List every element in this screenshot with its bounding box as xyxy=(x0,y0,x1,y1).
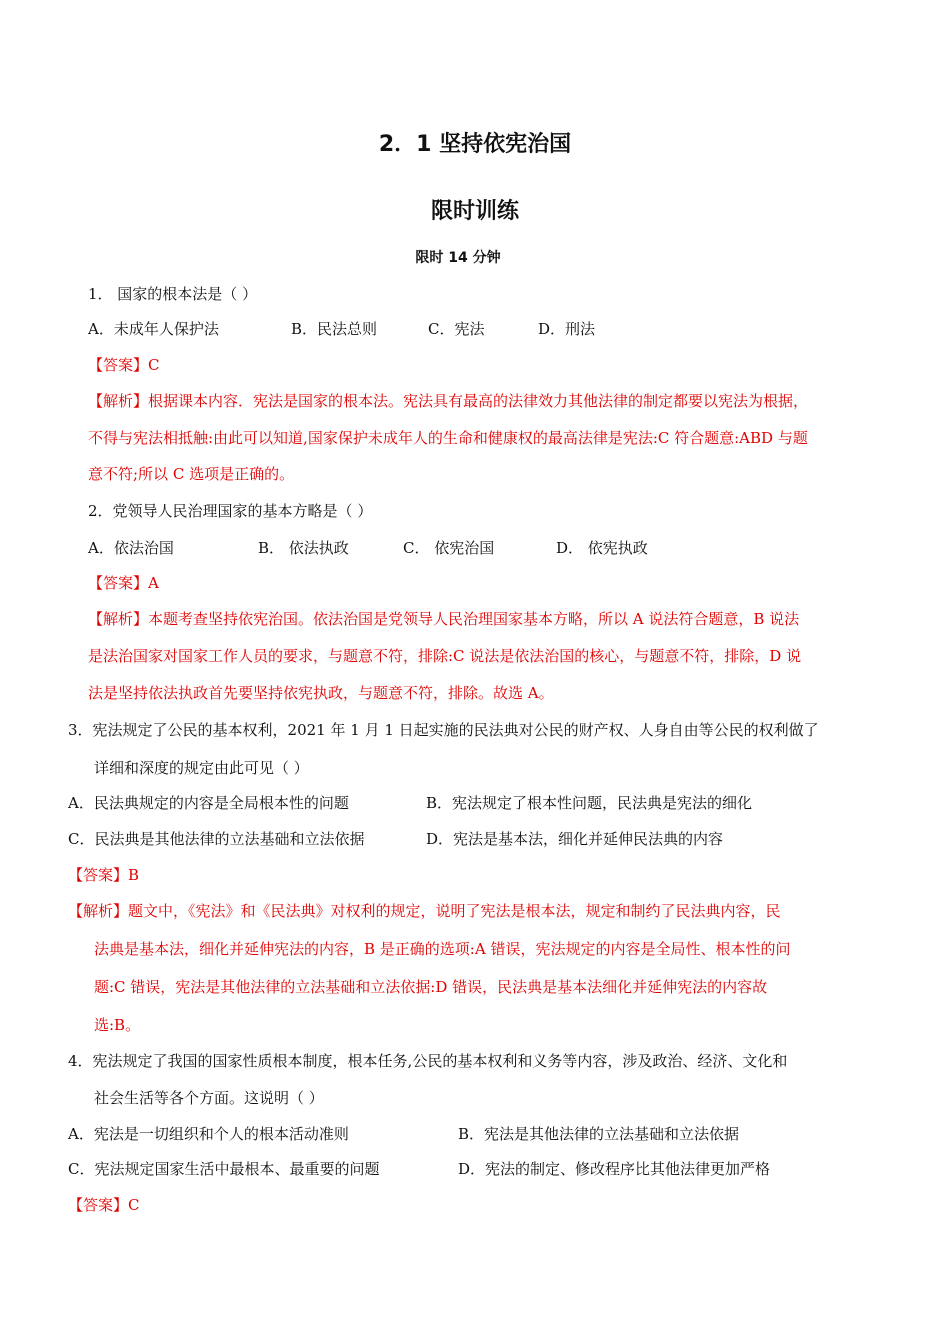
question-1-option-d: D．刑法 xyxy=(538,320,596,338)
question-2-answer xyxy=(88,572,159,593)
question-2-analysis-line: 【解析】本题考查坚持依宪治国。依法治国是党领导人民治理国家基本方略，所以 A 说法符合题意，B 说法 xyxy=(88,610,800,628)
question-3-analysis-line: 【解析】题文中，《宪法》和《民法典》对权利的规定，说明了宪法是根本法，规定和制约了民法典内容，民 xyxy=(68,902,781,920)
question-4-stem-line: 社会生活等各个方面。这说明（ ） xyxy=(94,1089,324,1107)
answer-value: A xyxy=(148,574,159,592)
question-2-option-b: B． 依法执政 xyxy=(258,539,349,557)
analysis-tag: 【解析】 xyxy=(88,610,149,628)
answer-value: C xyxy=(148,356,160,374)
question-3-option-c: C．民法典是其他法律的立法基础和立法依据 xyxy=(68,830,365,848)
question-3-option-b: B．宪法规定了根本性问题，民法典是宪法的细化 xyxy=(426,794,753,812)
question-3-answer xyxy=(68,864,139,885)
question-2-option-c: C． 依宪治国 xyxy=(403,539,495,557)
question-2-analysis-line: 是法治国家对国家工作人员的要求，与题意不符，排除:C 说法是依法治国的核心，与题意不符，排除，D 说 xyxy=(88,647,802,665)
answer-value: C xyxy=(128,1196,140,1214)
question-3-option-a: A．民法典规定的内容是全局根本性的问题 xyxy=(68,794,349,812)
question-2-option-a: A．依法治国 xyxy=(88,539,174,557)
question-4-option-c: C．宪法规定国家生活中最根本、最重要的问题 xyxy=(68,1160,380,1178)
page-subtitle: 限时训练 xyxy=(430,199,519,224)
question-4-option-a: A．宪法是一切组织和个人的根本活动准则 xyxy=(68,1125,349,1143)
question-1-analysis-line: 意不符;所以 C 选项是正确的。 xyxy=(88,465,295,483)
question-3-stem-line: 3．宪法规定了公民的基本权利，2021 年 1 月 1 日起实施的民法典对公民的财产权、人身自由等公民的权利做了 xyxy=(68,721,819,739)
answer-value: B xyxy=(128,866,140,884)
answer-tag: 【答案】 xyxy=(68,866,129,884)
question-4-option-d: D．宪法的制定、修改程序比其他法律更加严格 xyxy=(458,1160,771,1178)
question-1-option-a: A．未成年人保护法 xyxy=(88,320,219,338)
time-limit: 限时 14 分钟 xyxy=(415,250,501,266)
question-2-analysis-line: 法是坚持依法执政首先要坚持依宪执政，与题意不符，排除。故选 A。 xyxy=(88,684,554,702)
question-3-stem-line: 详细和深度的规定由此可见（ ） xyxy=(94,759,309,777)
analysis-tag: 【解析】 xyxy=(68,902,129,920)
answer-tag: 【答案】 xyxy=(88,574,149,592)
question-3-analysis-line: 题:C 错误，宪法是其他法律的立法基础和立法依据:D 错误，民法典是基本法细化并延伸宪法的内容故 xyxy=(94,978,768,996)
analysis-tag: 【解析】 xyxy=(88,392,149,410)
question-3-analysis-line: 选:B。 xyxy=(94,1016,141,1034)
question-4-option-b: B．宪法是其他法律的立法基础和立法依据 xyxy=(458,1125,740,1143)
question-4-stem-line: 4．宪法规定了我国的国家性质根本制度，根本任务,公民的基本权利和义务等内容，涉及政治、经济、文化和 xyxy=(68,1052,788,1070)
question-1-analysis-line: 【解析】根据课本内容．宪法是国家的根本法。宪法具有最高的法律效力其他法律的制定都要以宪法为根据， xyxy=(88,392,809,410)
question-2-stem: 2．党领导人民治理国家的基本方略是（ ） xyxy=(88,502,373,520)
question-3-analysis-line: 法典是基本法，细化并延伸宪法的内容，B 是正确的选项:A 错误，宪法规定的内容是全局性、根本性的问 xyxy=(94,940,791,958)
answer-tag: 【答案】 xyxy=(88,356,149,374)
question-1-option-b: B．民法总则 xyxy=(291,320,378,338)
question-4-answer xyxy=(68,1194,140,1215)
question-1-stem: 1． 国家的根本法是（ ） xyxy=(88,285,258,303)
question-1-option-c: C．宪法 xyxy=(428,320,485,338)
question-1-answer xyxy=(88,354,160,375)
question-3-option-d: D．宪法是基本法，细化并延伸民法典的内容 xyxy=(426,830,724,848)
answer-tag: 【答案】 xyxy=(68,1196,129,1214)
question-2-option-d: D． 依宪执政 xyxy=(556,539,648,557)
question-1-analysis-line: 不得与宪法相抵触:由此可以知道,国家保护未成年人的生命和健康权的最高法律是宪法:C 符合题意:ABD 与题 xyxy=(88,429,808,447)
page-title: 2．1 坚持依宪治国 xyxy=(378,132,572,157)
